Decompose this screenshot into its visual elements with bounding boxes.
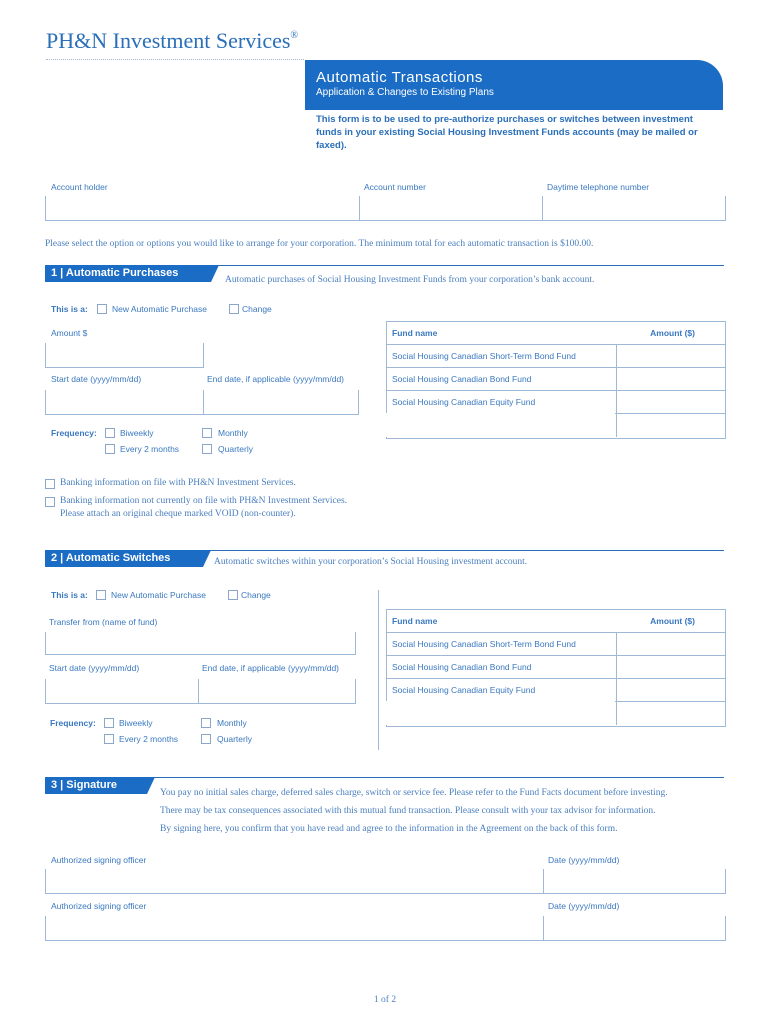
s2-total-field[interactable] bbox=[616, 702, 725, 724]
signer2-field[interactable] bbox=[45, 916, 543, 941]
s1-end-label: End date, if applicable (yyyy/mm/dd) bbox=[207, 374, 345, 384]
instruction-text: Please select the option or options you would like to arrange for your corporation. The minimum total for each automatic transaction is $100.00. bbox=[45, 239, 594, 249]
s2-change-checkbox[interactable] bbox=[228, 590, 238, 600]
s1-monthly-checkbox[interactable] bbox=[202, 428, 212, 438]
s2-quarterly-checkbox[interactable] bbox=[201, 734, 211, 744]
signer1-field[interactable] bbox=[45, 869, 543, 894]
total-blank bbox=[386, 413, 615, 437]
signer2-label: Authorized signing officer bbox=[51, 901, 147, 911]
phone-label: Daytime telephone number bbox=[547, 182, 650, 192]
s2-start-field[interactable] bbox=[45, 679, 198, 704]
bank-not-on-file-checkbox[interactable] bbox=[45, 497, 55, 507]
account-holder-label: Account holder bbox=[51, 182, 108, 192]
signer1-label: Authorized signing officer bbox=[51, 855, 147, 865]
fund-name: Social Housing Canadian Short-Term Bond Fund bbox=[392, 639, 576, 649]
section1-tag: 1 | Automatic Purchases bbox=[45, 265, 211, 282]
fund-name: Social Housing Canadian Equity Fund bbox=[392, 685, 536, 695]
date2-field[interactable] bbox=[543, 916, 726, 941]
signature-note-2: There may be tax consequences associated with this mutual fund transaction. Please consult with your tax advisor for information. bbox=[160, 806, 656, 816]
phone-field[interactable] bbox=[542, 196, 726, 221]
fund-name-header: Fund name bbox=[392, 328, 438, 338]
s2-every2-label: Every 2 months bbox=[119, 734, 179, 744]
s2-new-purchase-label: New Automatic Purchase bbox=[111, 590, 206, 600]
s2-monthly-checkbox[interactable] bbox=[201, 718, 211, 728]
header-divider bbox=[46, 59, 304, 60]
s1-start-field[interactable] bbox=[45, 390, 203, 415]
page-number: 1 of 2 bbox=[373, 995, 397, 1005]
s2-frequency-label: Frequency: bbox=[50, 718, 96, 728]
form-intro: This form is to be used to pre-authorize purchases or switches between investment funds in your existing Social Housing Investment Funds accounts (may be mailed or faxed). bbox=[316, 114, 698, 151]
s1-monthly-label: Monthly bbox=[218, 428, 248, 438]
s2-biweekly-checkbox[interactable] bbox=[104, 718, 114, 728]
section2-description: Automatic switches within your corporation’s Social Housing investment account. bbox=[214, 557, 528, 567]
s1-end-field[interactable] bbox=[203, 390, 359, 415]
s1-quarterly-label: Quarterly bbox=[218, 444, 253, 454]
form-subtitle: Application & Changes to Existing Plans bbox=[316, 87, 494, 98]
table-row[interactable] bbox=[387, 656, 725, 679]
fund-name: Social Housing Canadian Bond Fund bbox=[392, 662, 532, 672]
table-row[interactable] bbox=[387, 345, 725, 368]
s1-quarterly-checkbox[interactable] bbox=[202, 444, 212, 454]
date1-label: Date (yyyy/mm/dd) bbox=[548, 855, 620, 865]
bank-not-on-file-label: Banking information not currently on file with PH&N Investment Services. bbox=[60, 496, 348, 506]
section2-tag: 2 | Automatic Switches bbox=[45, 550, 203, 567]
amount-header: Amount ($) bbox=[650, 328, 695, 338]
s1-biweekly-checkbox[interactable] bbox=[105, 428, 115, 438]
s1-start-label: Start date (yyyy/mm/dd) bbox=[51, 374, 142, 384]
signature-note-3: By signing here, you confirm that you have read and agree to the information in the Agreement on the back of this form. bbox=[160, 824, 618, 834]
s2-this-is-a: This is a: bbox=[51, 590, 88, 600]
fund-name: Social Housing Canadian Equity Fund bbox=[392, 397, 536, 407]
section1-description: Automatic purchases of Social Housing Investment Funds from your corporation’s bank account. bbox=[225, 275, 595, 285]
table-header-row bbox=[387, 610, 725, 633]
fund-name: Social Housing Canadian Bond Fund bbox=[392, 374, 532, 384]
bank-on-file-checkbox[interactable] bbox=[45, 479, 55, 489]
title-banner bbox=[305, 60, 723, 110]
s1-new-purchase-checkbox[interactable] bbox=[97, 304, 107, 314]
s2-end-field[interactable] bbox=[198, 679, 356, 704]
s1-frequency-label: Frequency: bbox=[51, 428, 97, 438]
s2-column-divider bbox=[378, 590, 379, 750]
s1-change-label: Change bbox=[242, 304, 272, 314]
s2-end-label: End date, if applicable (yyyy/mm/dd) bbox=[202, 663, 340, 673]
table-row[interactable] bbox=[387, 391, 725, 414]
s2-quarterly-label: Quarterly bbox=[217, 734, 252, 744]
s1-total-field[interactable] bbox=[616, 414, 725, 436]
s2-change-label: Change bbox=[241, 590, 271, 600]
section3-tag: 3 | Signature bbox=[45, 777, 147, 794]
account-number-label: Account number bbox=[364, 182, 426, 192]
s1-every2-label: Every 2 months bbox=[120, 444, 180, 454]
s2-start-label: Start date (yyyy/mm/dd) bbox=[49, 663, 140, 673]
table-row[interactable] bbox=[387, 679, 725, 702]
bank-on-file-label: Banking information on file with PH&N Investment Services. bbox=[60, 478, 296, 488]
date2-label: Date (yyyy/mm/dd) bbox=[548, 901, 620, 911]
table-row[interactable] bbox=[387, 633, 725, 656]
s2-every2-checkbox[interactable] bbox=[104, 734, 114, 744]
signature-note-1: You pay no initial sales charge, deferred sales charge, switch or service fee. Please refer to the Fund Facts document before investing. bbox=[160, 788, 668, 798]
date1-field[interactable] bbox=[543, 869, 726, 894]
s1-amount-field[interactable] bbox=[45, 343, 204, 368]
s1-every2-checkbox[interactable] bbox=[105, 444, 115, 454]
bank-attach-note: Please attach an original cheque marked VOID (non-counter). bbox=[60, 509, 296, 519]
account-holder-field[interactable] bbox=[45, 196, 359, 221]
s2-biweekly-label: Biweekly bbox=[119, 718, 153, 728]
account-number-field[interactable] bbox=[359, 196, 542, 221]
fund-name: Social Housing Canadian Short-Term Bond Fund bbox=[392, 351, 576, 361]
form-title: Automatic Transactions bbox=[316, 69, 483, 86]
total-blank bbox=[386, 701, 615, 725]
amount-header: Amount ($) bbox=[650, 616, 695, 626]
company-logo: PH&N Investment Services® bbox=[46, 28, 299, 53]
fund-name-header: Fund name bbox=[392, 616, 438, 626]
table-row[interactable] bbox=[387, 368, 725, 391]
s1-new-purchase-label: New Automatic Purchase bbox=[112, 304, 207, 314]
s2-monthly-label: Monthly bbox=[217, 718, 247, 728]
s2-new-purchase-checkbox[interactable] bbox=[96, 590, 106, 600]
s1-biweekly-label: Biweekly bbox=[120, 428, 154, 438]
s1-change-checkbox[interactable] bbox=[229, 304, 239, 314]
s1-this-is-a: This is a: bbox=[51, 304, 88, 314]
s1-amount-label: Amount $ bbox=[51, 328, 88, 338]
s2-transfer-label: Transfer from (name of fund) bbox=[49, 617, 158, 627]
table-header-row bbox=[387, 322, 725, 345]
s2-transfer-field[interactable] bbox=[45, 632, 356, 655]
